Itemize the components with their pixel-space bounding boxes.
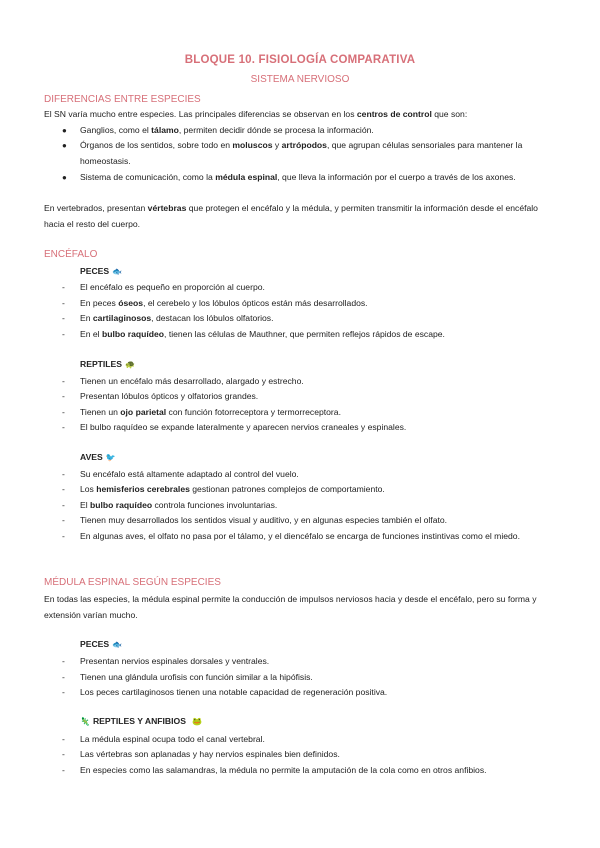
document-page: BLOQUE 10. FISIOLOGÍA COMPARATIVA SISTEMA NERVIOSO DIFERENCIAS ENTRE ESPECIES El SN varía mucho entre especies. Las principales diferencias se observan en los centros de control que son: ● Ganglios, como el tálamo, permiten decidir dónde se procesa la información. ● Órganos de los sentidos, sobre todo en moluscos y artrópodos, que agrupan células sensoriales para mantener la homeostasis. ● Sistema de comunicación, como la médula espinal, que lleva la información por el cuerpo a través de los axones. En vertebrados, presentan vértebras que protegen el encéfalo y la médula, y permiten transmitir la información desde el encéfalo hacia el resto del cuerpo. ENCÉFALO PECES 🐟 - El encéfalo es pequeño en proporción al cuerpo. - En peces óseos, el cerebelo y los lóbulos ópticos están más desarrollados. - En cartilaginosos, destacan los lóbulos olfatorios. - En el bulbo raquídeo, tienen las células de Mauthner, que permiten reflejos rápidos de escape. REPTILES 🐢 - Tienen un encéfalo más desarrollado, alargado y estrecho. - Presentan lóbulos ópticos y olfatorios grandes. - Tienen un ojo parietal con función fotorreceptora y termorreceptora. - El bulbo raquídeo se expande lateralmente y aparecen nervios craneales y espinales. AVES 🐦 - Su encéfalo está altamente adaptado al control del vuelo. - Los hemisferios cerebrales gestionan patrones complejos de comportamiento. - El bulbo raquídeo controla funciones involuntarias. - Tienen muy desarrollados los sentidos visual y auditivo, y en algunas especies también el olfato. - En algunas aves, el olfato no pasa por el tálamo, y el diencéfalo se encarga de funciones instintivas como el miedo. MÉDULA ESPINAL SEGÚN ESPECIES En todas las especies, la médula espinal permite la conducción de impulsos nerviosos hacia y desde el encéfalo, pero su forma y extensión varían mucho. PECES 🐟 - Presentan nervios espinales dorsales y ventrales. - Tienen una glándula urofisis con función similar a la hipófisis. - Los peces cartilaginosos tienen una notable capacidad de regeneración positiva. 🦎 REPTILES Y ANFIBIOS 🐸 - La médula espinal ocupa todo el canal vertebral. - Las vértebras son aplanadas y hay nervios espinales bien definidos. - En especies como las salamandras, la médula no permite la amputación de la cola como en otros anfibios. [0,0,600,848]
section-heading-diferencias: DIFERENCIAS ENTRE ESPECIES [44,94,201,105]
diferencias-intro: El SN varía mucho entre especies. Las principales diferencias se observan en los centros de control que son: [44,109,468,119]
page-subtitle: SISTEMA NERVIOSO [250,74,350,85]
subheading-peces: PECES 🐟 [80,639,123,650]
fish-icon: 🐟 [112,267,123,277]
bullet-icon: ● [62,126,67,135]
bullet-icon: ● [62,173,67,182]
subheading-reptiles-anfibios: 🦎 REPTILES Y ANFIBIOS 🐸 [80,716,202,727]
subheading-aves: AVES 🐦 [80,452,116,463]
diferencias-closing: En vertebrados, presentan vértebras que protegen el encéfalo y la médula, y permiten transmitir la información desde el encéfalo hacia el resto del cuerpo. [44,203,538,229]
lizard-icon: 🦎 [80,717,90,727]
frog-icon: 🐸 [191,717,202,727]
section-heading-medula: MÉDULA ESPINAL SEGÚN ESPECIES [44,577,221,588]
subheading-reptiles: REPTILES 🐢 [80,359,135,370]
subheading-peces: PECES 🐟 [80,266,123,277]
bird-icon: 🐦 [105,453,116,463]
bullet-icon: ● [62,141,67,150]
turtle-icon: 🐢 [125,360,135,370]
fish-icon: 🐟 [112,640,123,650]
section-heading-encefalo: ENCÉFALO [44,249,98,260]
page-title: BLOQUE 10. FISIOLOGÍA COMPARATIVA [184,54,416,66]
medula-intro: En todas las especies, la médula espinal permite la conducción de impulsos nerviosos hacia y desde el encéfalo, pero su forma y extensión varían mucho. [44,594,537,620]
